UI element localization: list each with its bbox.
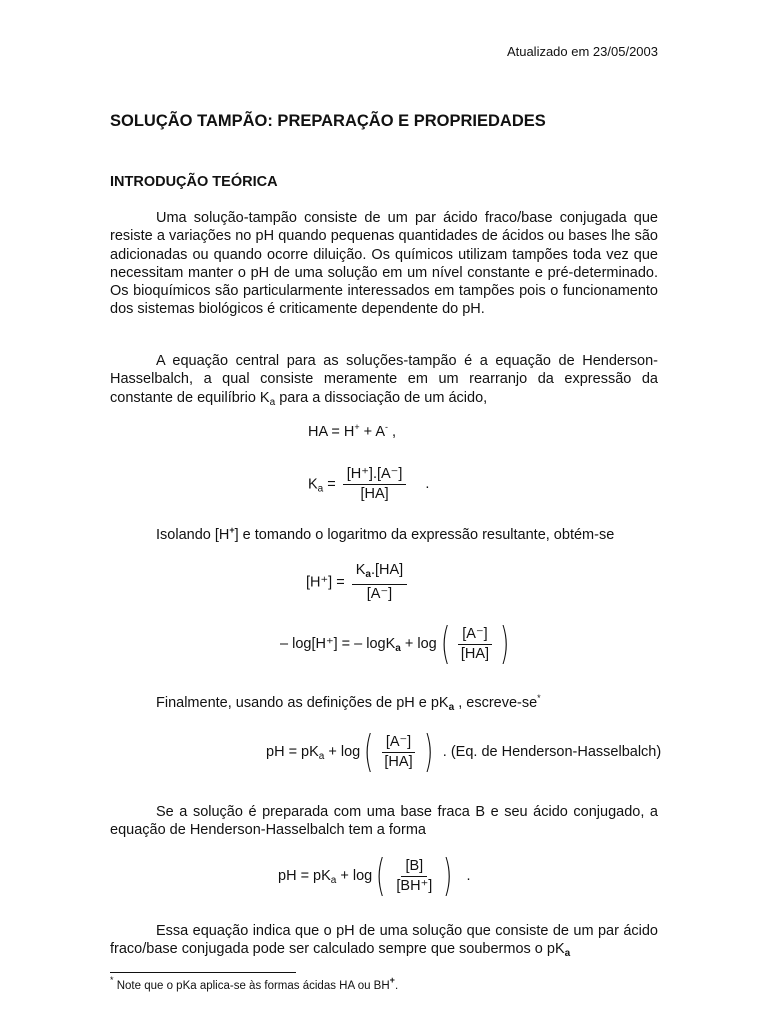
eq3-lhs: [H⁺] = (306, 574, 349, 591)
eq6-sub: a (330, 874, 337, 886)
eq3-num (352, 562, 407, 585)
p6-a: Essa equação indica que o pH de uma solução que consiste de um par ácido fraco/base conjugada pode ser calculado sempre que soubermos o pK (110, 923, 658, 958)
p3-b: ] e tomando o logaritmo da expressão resultante, obtém-se (234, 527, 615, 543)
eq5-fraction (380, 734, 416, 771)
eq1-sup-minus: - (385, 422, 389, 432)
eq6-right-paren: ) (443, 850, 453, 901)
paragraph-henderson-tail: para a dissociação de um ácido, (275, 389, 488, 406)
eq6-left-paren: ( (376, 850, 386, 901)
p4-b: , escreve-se (454, 695, 538, 711)
paragraph-intro (110, 209, 658, 319)
paragraph-equation-indicates (110, 922, 658, 964)
eq5-left-paren: ( (364, 726, 374, 777)
eq3-den: [A⁻] (366, 586, 393, 602)
eq4-lhs: – log[H⁺] = – logK (280, 635, 396, 652)
eq2-sub: a (317, 483, 324, 495)
eq5-lhs: pH = pK (266, 743, 319, 760)
p3-a: Isolando [H (156, 527, 230, 543)
p4-sub: a (448, 702, 455, 713)
eq1-part: HA = H (308, 424, 355, 440)
eq4-den: [HA] (460, 645, 490, 662)
ka-subscript: a (269, 396, 276, 408)
eq5-tail: . (Eq. de Henderson-Hasselbalch) (442, 743, 662, 760)
paragraph-isolating (110, 526, 658, 544)
paragraph-weak-base (110, 803, 658, 840)
eq1-sup: + (354, 422, 360, 432)
paragraph-intro-text: Uma solução-tampão consiste de um par ácido fraco/base conjugada que resiste a variações no pH quando pequenas quantidades de ácidos ou bases lhe são adicionadas ou quando ocorre diluição. Os químicos utilizam tampões toda vez que necessitam manter o pH de uma solução em um nível constante e pré-determinado. Os bioquímicos são particularmente interessados em tampões pois o funcionamento dos sistemas biológicos é criticamente dependente do pH. (110, 210, 658, 318)
page-title: SOLUÇÃO TAMPÃO: PREPARAÇÃO E PROPRIEDADES (110, 112, 546, 130)
equation-dissociation (308, 424, 396, 440)
eq2-num: [H⁺].[A⁻] (343, 466, 407, 485)
eq5-right-paren: ) (423, 726, 433, 777)
footnote-star: * (110, 975, 114, 985)
paragraph-finally (110, 694, 658, 717)
footnote-sup: + (389, 975, 395, 985)
footnote-marker: * (537, 693, 541, 703)
eq4-left-paren: ( (440, 618, 451, 669)
equation-log (280, 618, 513, 669)
eq6-den: [BH⁺] (396, 877, 433, 894)
equation-ka (308, 466, 429, 503)
footnote (110, 975, 399, 992)
updated-date: Atualizado em 23/05/2003 (506, 44, 658, 59)
eq3-num-a: K (355, 562, 366, 578)
p6-sub: a (564, 948, 571, 960)
equation-henderson-hasselbalch (266, 726, 662, 777)
eq5-den: [HA] (384, 753, 413, 770)
eq2-fraction (343, 466, 407, 503)
footnote-divider (110, 972, 296, 973)
eq3-fraction (352, 562, 407, 603)
eq2-tail: . (425, 476, 430, 493)
eq2-eq: = (323, 476, 340, 493)
eq3-num-b: .[HA] (370, 562, 404, 578)
eq2-den: [HA] (360, 486, 389, 502)
eq6-mid: + log (336, 867, 373, 884)
eq5-mid: + log (324, 743, 361, 760)
eq5-num: [A⁻] (382, 734, 415, 753)
section-heading: INTRODUÇÃO TEÓRICA (110, 174, 278, 190)
p3-sup: + (229, 525, 235, 535)
eq6-tail: . (466, 867, 471, 884)
equation-base-form (278, 850, 471, 901)
eq6-lhs: pH = pK (278, 867, 331, 884)
eq1-tail: , (388, 424, 397, 440)
equation-h-concentration (306, 562, 410, 603)
p4-a: Finalmente, usando as definições de pH e pK (156, 695, 449, 711)
paragraph-henderson-text: A equação central para as soluções-tampão é a equação de Henderson-Hasselbalch, a qual consiste meramente em um rearranjo da expressão da constante de equilíbrio K (110, 353, 658, 406)
eq3-num-sub: a (365, 569, 371, 580)
eq6-fraction (392, 858, 436, 895)
eq2-lhs: K (308, 476, 318, 493)
eq4-num: [A⁻] (458, 626, 491, 645)
eq5-sub: a (318, 750, 325, 762)
eq4-fraction (457, 626, 493, 663)
footnote-end: . (394, 980, 399, 992)
p5-text: Se a solução é preparada com uma base fraca B e seu ácido conjugado, a equação de Henderson-Hasselbalch tem a forma (110, 804, 658, 839)
footnote-text: Note que o pKa aplica-se às formas ácidas HA ou BH (113, 980, 390, 992)
paragraph-henderson (110, 352, 658, 407)
eq4-sub: a (395, 642, 401, 654)
eq1-mid: + A (359, 424, 386, 440)
eq6-num: [B] (401, 858, 427, 877)
eq4-right-paren: ) (499, 618, 510, 669)
eq4-mid: + log (400, 635, 437, 652)
